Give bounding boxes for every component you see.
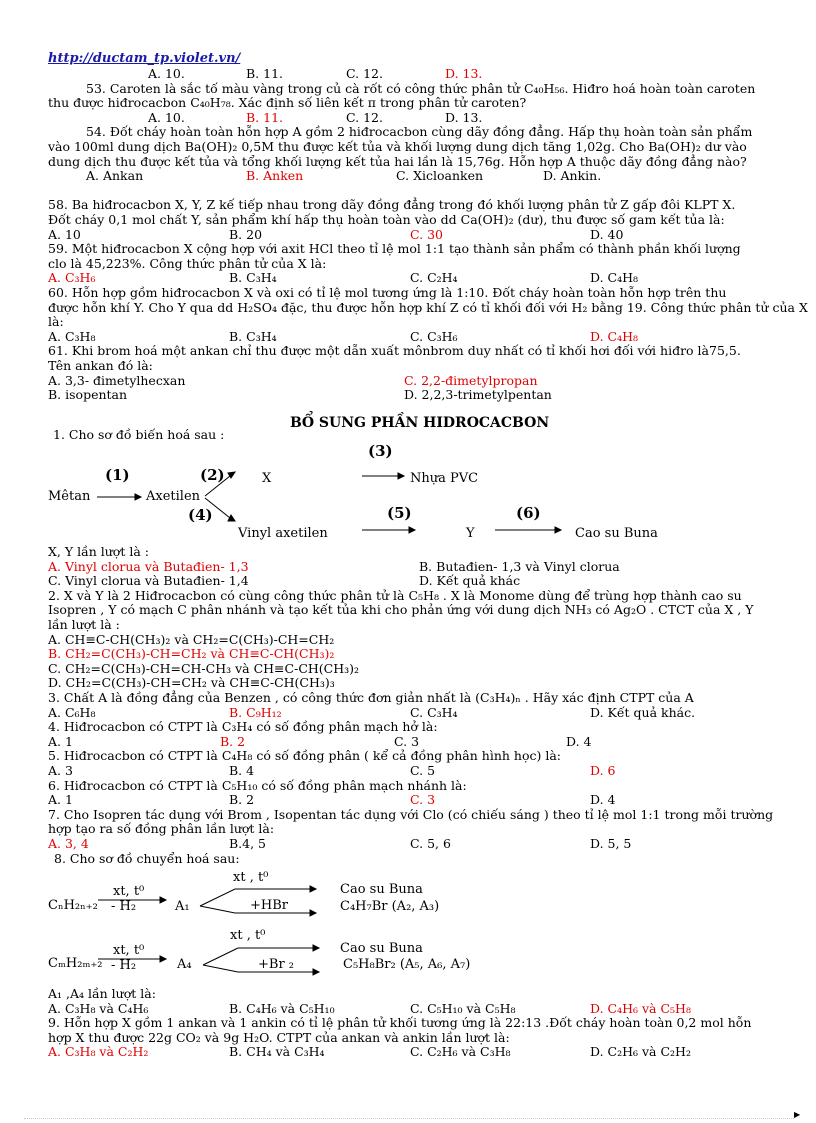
answer-option: C. C₂H₄ (410, 270, 458, 286)
answer-option: A. 1 (48, 792, 73, 808)
vinyl-axetilen-label: Vinyl axetilen (238, 526, 328, 541)
answer-option: B. 2 (229, 792, 255, 808)
answer-option: A. C₆H₈ (48, 704, 96, 720)
cond-top-2: xt , t⁰ (230, 928, 266, 943)
answer-option: B. isopentan (48, 387, 128, 403)
correct-answer-option: B. Anken (246, 168, 304, 184)
answer-option: D. 4 (566, 733, 592, 749)
question-text: C. CH₂=C(CH₃)-CH=CH-CH₃ và CH≡C-CH(CH₃)₂ (48, 660, 360, 676)
answer-option: D. 2,2,3-trimetylpentan (404, 387, 552, 403)
answer-option: C. Xicloanken (396, 168, 484, 184)
section-title: BỔ SUNG PHẦN HIDROCACBON (290, 415, 550, 431)
answer-option: B. 4 (229, 763, 255, 778)
question-text: 7. Cho Isopren tác dụng với Brom , Isopentan tác dụng với Clo (có chiếu sáng ) theo tỉ lệ mol 1:1 trong mỗi trường (48, 806, 774, 822)
answer-option: D. 4 (590, 792, 616, 808)
answer-option: B. 20 (229, 226, 263, 242)
question-text: hợp X thu được 22g CO₂ và 9g H₂O. CTPT của ankan và ankin lần lượt là: (48, 1029, 510, 1045)
cond-top-1: xt , t⁰ (233, 870, 269, 885)
answer-option: C. C₃H₆ (410, 328, 458, 344)
buna-1-label: Cao su Buna (340, 882, 423, 897)
page-footer-divider (24, 1118, 794, 1119)
answer-option: D. Ankin. (543, 168, 602, 184)
question-text: thu được hiđrocacbon C₄₀H₇₈. Xác định số liên kết π trong phân tử caroten? (48, 95, 527, 111)
question-text: A. CH≡C-CH(CH₃)₂ và CH₂=C(CH₃)-CH=CH₂ (48, 631, 335, 647)
question-text: hợp tạo ra số đồng phân lần lượt là: (48, 821, 275, 837)
correct-answer-option: C. 30 (410, 226, 443, 242)
question-text: lần lượt là : (48, 617, 120, 632)
hbr-label: +HBr (250, 898, 288, 913)
answer-option: A. 10. (148, 109, 185, 125)
question-text: được hỗn khí Y. Cho Y qua dd H₂SO₄ đặc, thu được hỗn hợp khí Z có tỉ khối đối với H₂ bằng 19. Công thức phân tử của X (48, 299, 808, 315)
pvc-label: Nhựa PVC (410, 471, 479, 486)
cond-left-sub-1: - H₂ (111, 899, 137, 914)
answer-option: C. 12. (346, 109, 383, 125)
question-text: 53. Caroten là sắc tố màu vàng trong củ cà rốt có công thức phân tử C₄₀H₅₆. Hiđro hoá hoàn toàn caroten (86, 80, 756, 96)
answer-option: D. 13. (445, 109, 483, 125)
question-text: là: (48, 314, 64, 330)
buna-2-label: Cao su Buna (340, 941, 423, 956)
answer-option: B.4, 5 (229, 836, 267, 851)
page-end-marker: ▶ (794, 1110, 801, 1119)
question-text: 60. Hỗn hợp gồm hiđrocacbon X và oxi có tỉ lệ mol tương ứng là 1:10. Đốt cháy hoàn toàn hỗn hợp trên thu (48, 285, 727, 300)
answer-option: A. C₃H₈ và C₄H₆ (48, 1000, 149, 1016)
answer-option: A. 3 (48, 763, 73, 778)
question-text: 8. Cho sơ đồ chuyển hoá sau: (54, 850, 240, 866)
answer-option: A. 1 (48, 733, 73, 749)
answer-option: D. Kết quả khác (419, 573, 521, 589)
axetilen-label: Axetilen (146, 489, 201, 504)
question-text: 61. Khi brom hoá một ankan chỉ thu được một dẫn xuất mônbrom duy nhất có tỉ khối hơi đối với hiđro là75,5. (48, 343, 741, 359)
correct-answer-option: D. 6 (590, 763, 616, 778)
answer-option: A. 10 (48, 226, 81, 242)
question-text: 58. Ba hiđrocacbon X, Y, Z kế tiếp nhau trong dãy đồng đẳng trong đó khối lượng phân tử Z gấp đôi KLPT X. (48, 197, 736, 213)
answer-option: A. C₃H₈ (48, 328, 96, 344)
answer-option: C. 12. (346, 66, 383, 81)
answer-option: C. C₃H₄ (410, 704, 458, 720)
buna-label: Cao su Buna (575, 526, 658, 541)
a4-label: A₄ (177, 957, 192, 972)
correct-answer-option: B. 11. (246, 109, 284, 125)
correct-answer-option: B. 2 (220, 733, 246, 749)
correct-answer-option: D. C₄H₆ và C₅H₈ (590, 1000, 691, 1016)
question-text: 54. Đốt cháy hoàn toàn hỗn hợp A gồm 2 hiđrocacbon cùng dãy đồng đẳng. Hấp thụ hoàn toàn sản phẩm (86, 124, 753, 140)
answer-option: D. C₄H₈ (590, 270, 639, 286)
answer-option: D. Kết quả khác. (590, 704, 696, 720)
start-compound-1: CₙH₂ₙ₊₂ (48, 898, 98, 913)
question-text: 6. Hiđrocacbon có CTPT là C₅H₁₀ có số đồng phân mạch nhánh là: (48, 777, 467, 793)
correct-answer-option: C. 2,2-đimetylpropan (404, 372, 538, 388)
correct-answer-option: C. 3 (410, 792, 436, 808)
question-text: Isopren , Y có mạch C phân nhánh và tạo kết tủa khi cho phản ứng với dung dịch NH₃ có Ag₂O . CTCT của X , Y (48, 602, 754, 618)
product-2-label: C₅H₈Br₂ (A₅, A₆, A₇) (343, 957, 471, 972)
answer-option: A. 10. (148, 66, 185, 81)
answer-option: A. 3,3- đimetylhecxan (48, 372, 186, 388)
correct-answer-option: A. Vinyl clorua và Butađien- 1,3 (48, 558, 249, 574)
question-text: 4. Hiđrocacbon có CTPT là C₃H₄ có số đồng phân mạch hở là: (48, 719, 438, 735)
answer-option: C. C₂H₆ và C₃H₈ (410, 1044, 511, 1060)
answer-option: B. C₃H₄ (229, 270, 277, 286)
correct-answer-option: A. C₃H₆ (48, 270, 96, 286)
answer-option: C. 5 (410, 763, 436, 778)
question-text: D. CH₂=C(CH₃)-CH=CH₂ và CH≡C-CH(CH₃)₃ (48, 675, 335, 691)
answer-option: D. 5, 5 (590, 836, 632, 851)
question-text: Tên ankan đó là: (48, 358, 153, 373)
product-1-label: C₄H₇Br (A₂, A₃) (340, 899, 440, 914)
answer-option: B. Butađien- 1,3 và Vinyl clorua (419, 558, 620, 574)
question-text: dung dịch thu được kết tủa và tổng khối lượng kết tủa hai lần là 15,76g. Hỗn hợp A thuộc dãy đồng đẳng nào? (48, 153, 747, 169)
cond-left-sub-2: - H₂ (111, 958, 137, 973)
a1-label: A₁ (175, 899, 190, 914)
cond-left-2: xt, t⁰ (113, 943, 145, 958)
question-text: 5. Hiđrocacbon có CTPT là C₄H₈ có số đồng phân ( kể cả đồng phân hình học) là: (48, 748, 561, 764)
step-1-label: (1) (105, 466, 130, 484)
start-compound-2: CₘH₂ₘ₊₂ (48, 956, 103, 971)
y-label: Y (466, 526, 475, 541)
cond-left-1: xt, t⁰ (113, 884, 145, 899)
correct-answer-option: A. C₃H₈ và C₂H₂ (48, 1044, 149, 1060)
answer-option: D. C₂H₆ và C₂H₂ (590, 1044, 691, 1060)
question-text: A₁ ,A₄ lần lượt là: (48, 986, 156, 1001)
answer-option: A. Ankan (86, 168, 144, 184)
question-text: clo là 45,223%. Công thức phân tử của X là: (48, 255, 327, 271)
answer-option: C. Vinyl clorua và Butađien- 1,4 (48, 573, 249, 589)
answer-option: B. C₄H₆ và C₅H₁₀ (229, 1000, 335, 1016)
x-label: X (262, 471, 272, 486)
question-text: 9. Hỗn hợp X gồm 1 ankan và 1 ankin có tỉ lệ phân tử khối tương ứng là 22:13 .Đốt cháy hoàn toàn 0,2 mol hỗn (48, 1015, 752, 1031)
header-link[interactable]: http://ductam_tp.violet.vn/ (48, 51, 241, 66)
answer-option: B. 11. (246, 66, 284, 81)
correct-answer-option: D. 13. (445, 66, 483, 81)
answer-option: C. C₅H₁₀ và C₅H₈ (410, 1000, 516, 1016)
question-text: 3. Chất A là đồng đẳng của Benzen , có công thức đơn giản nhất là (C₃H₄)ₙ . Hãy xác định CTPT của A (48, 690, 694, 705)
q1-intro: 1. Cho sơ đồ biến hoá sau : (53, 427, 225, 442)
answer-option: C. 3 (394, 733, 420, 749)
step-3-label: (3) (368, 442, 393, 460)
metan-label: Mêtan (48, 489, 91, 504)
br2-label: +Br ₂ (258, 957, 295, 972)
step-4-label: (4) (188, 506, 213, 524)
step-2-label: (2) (200, 466, 225, 484)
correct-answer-option: D. C₄H₈ (590, 328, 639, 344)
answer-option: C. 5, 6 (410, 836, 451, 851)
correct-answer-option: B. CH₂=C(CH₃)-CH=CH₂ và CH≡C-CH(CH₃)₂ (48, 646, 335, 662)
correct-answer-option: B. C₉H₁₂ (229, 704, 282, 720)
question-text: 2. X và Y là 2 Hiđrocacbon có cùng công thức phân tử là C₅H₈ . X là Monome dùng để trùng hợp thành cao su (48, 587, 742, 603)
question-text: X, Y lần lượt là : (48, 544, 149, 559)
answer-option: D. 40 (590, 226, 624, 242)
step-5-label: (5) (387, 504, 412, 522)
answer-option: B. C₃H₄ (229, 328, 277, 344)
answer-option: B. CH₄ và C₃H₄ (229, 1044, 325, 1060)
question-text: Đốt cháy 0,1 mol chất Y, sản phẩm khí hấp thụ hoàn toàn vào dd Ca(OH)₂ (dư), thu được số gam kết tủa là: (48, 212, 725, 227)
correct-answer-option: A. 3, 4 (48, 836, 89, 851)
question-text: 59. Một hiđrocacbon X cộng hợp với axit HCl theo tỉ lệ mol 1:1 tạo thành sản phẩm có thành phần khối lượng (48, 241, 741, 257)
question-text: vào 100ml dung dịch Ba(OH)₂ 0,5M thu được kết tủa và khối lượng dung dịch tăng 1,02g. Cho Ba(OH)₂ dư vào (48, 139, 747, 154)
step-6-label: (6) (516, 504, 541, 522)
